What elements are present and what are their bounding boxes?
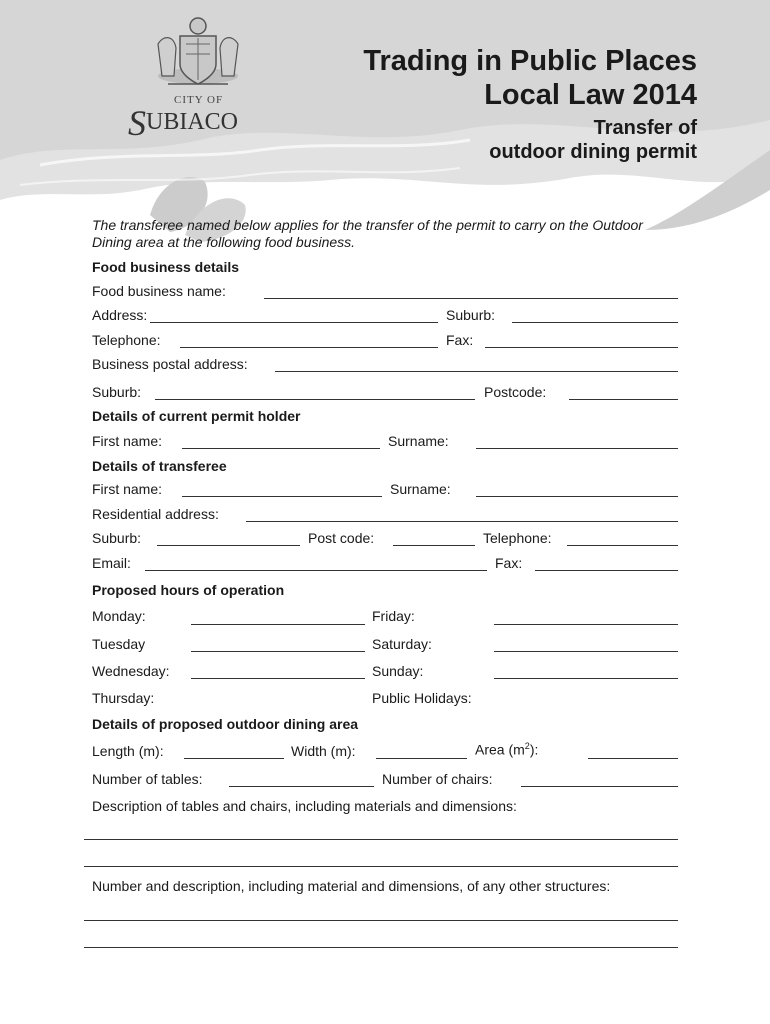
intro-text: The transferee named below applies for the transfer of the permit to carry on the Outdoor Dining area at the following food business.	[92, 217, 643, 250]
width-field[interactable]	[376, 758, 467, 759]
telephone-field[interactable]	[180, 347, 438, 348]
area-label-superscript: 2	[524, 741, 530, 751]
description-tables-chairs-line-2[interactable]	[84, 866, 678, 867]
area-label-suffix: ):	[529, 741, 539, 758]
current-holder-first-name-label: First name:	[92, 433, 163, 449]
telephone-label: Telephone:	[92, 332, 161, 348]
logo-name-rest: UBIACO	[146, 109, 239, 135]
tuesday-label: Tuesday	[92, 636, 146, 652]
section-heading-dining-area: Details of proposed outdoor dining area	[92, 716, 359, 732]
subtitle-line-1: Transfer of	[593, 117, 697, 139]
document-title-block	[363, 44, 697, 164]
wednesday-field[interactable]	[191, 678, 365, 679]
address-field[interactable]	[150, 322, 438, 323]
fax-field[interactable]	[485, 347, 678, 348]
sunday-field[interactable]	[494, 678, 678, 679]
current-holder-first-name-field[interactable]	[182, 448, 380, 449]
logo-city-of: CITY OF	[174, 94, 224, 106]
current-holder-surname-field[interactable]	[476, 448, 678, 449]
wednesday-label: Wednesday:	[92, 663, 170, 679]
transferee-first-name-label: First name:	[92, 481, 163, 497]
postcode-field[interactable]	[569, 399, 678, 400]
subtitle-line-2: outdoor dining permit	[489, 141, 697, 163]
description-other-structures-label: Number and description, including material and dimensions, of any other structures:	[92, 878, 611, 894]
saturday-label: Saturday:	[372, 636, 432, 652]
transferee-telephone-label: Telephone:	[483, 530, 552, 546]
number-of-tables-field[interactable]	[229, 786, 374, 787]
section-heading-transferee: Details of transferee	[92, 458, 227, 474]
saturday-field[interactable]	[494, 651, 678, 652]
number-of-tables-label: Number of tables:	[92, 771, 203, 787]
number-of-chairs-label: Number of chairs:	[382, 771, 493, 787]
area-label	[475, 741, 538, 758]
address-label: Address:	[92, 307, 148, 323]
description-other-structures-line-1[interactable]	[84, 920, 678, 921]
residential-address-label: Residential address:	[92, 506, 219, 522]
transferee-fax-label: Fax:	[495, 555, 523, 571]
coat-of-arms-emblem	[128, 14, 268, 94]
fax-label: Fax:	[446, 332, 474, 348]
area-label-prefix: Area (m	[475, 741, 525, 758]
residential-address-field[interactable]	[246, 521, 678, 522]
transferee-fax-field[interactable]	[535, 570, 678, 571]
section-heading-hours: Proposed hours of operation	[92, 582, 285, 598]
description-other-structures-line-2[interactable]	[84, 947, 678, 948]
monday-label: Monday:	[92, 608, 146, 624]
width-label: Width (m):	[291, 743, 356, 759]
section-heading-current-holder: Details of current permit holder	[92, 408, 301, 424]
transferee-suburb-field[interactable]	[157, 545, 300, 546]
postal-suburb-field[interactable]	[155, 399, 475, 400]
thursday-label: Thursday:	[92, 690, 155, 706]
sunday-label: Sunday:	[372, 663, 424, 679]
length-label: Length (m):	[92, 743, 164, 759]
transferee-post-code-label: Post code:	[308, 530, 375, 546]
current-holder-surname-label: Surname:	[388, 433, 449, 449]
friday-label: Friday:	[372, 608, 415, 624]
postcode-label: Postcode:	[484, 384, 547, 400]
transferee-email-field[interactable]	[145, 570, 487, 571]
friday-field[interactable]	[494, 624, 678, 625]
transferee-first-name-field[interactable]	[182, 496, 382, 497]
area-field[interactable]	[588, 758, 678, 759]
suburb-field[interactable]	[512, 322, 678, 323]
transferee-email-label: Email:	[92, 555, 131, 571]
description-tables-chairs-label: Description of tables and chairs, including materials and dimensions:	[92, 798, 517, 814]
logo-subiaco	[128, 102, 238, 144]
postal-suburb-label: Suburb:	[92, 384, 142, 400]
number-of-chairs-field[interactable]	[521, 786, 678, 787]
public-holidays-label: Public Holidays:	[372, 690, 472, 706]
food-business-name-label: Food business name:	[92, 283, 226, 299]
tuesday-field[interactable]	[191, 651, 365, 652]
city-of-subiaco-logo	[128, 14, 268, 143]
business-postal-address-label: Business postal address:	[92, 356, 248, 372]
transferee-suburb-label: Suburb:	[92, 530, 142, 546]
transferee-surname-label: Surname:	[390, 481, 451, 497]
title-line-2: Local Law 2014	[484, 79, 697, 111]
logo-initial: S	[128, 103, 146, 143]
section-heading-food-business: Food business details	[92, 259, 240, 275]
description-tables-chairs-line-1[interactable]	[84, 839, 678, 840]
length-field[interactable]	[184, 758, 284, 759]
title-line-1: Trading in Public Places	[363, 45, 697, 77]
transferee-surname-field[interactable]	[476, 496, 678, 497]
business-postal-address-field[interactable]	[275, 371, 678, 372]
monday-field[interactable]	[191, 624, 365, 625]
transferee-telephone-field[interactable]	[567, 545, 678, 546]
suburb-label: Suburb:	[446, 307, 496, 323]
transferee-post-code-field[interactable]	[393, 545, 475, 546]
food-business-name-field[interactable]	[264, 298, 678, 299]
